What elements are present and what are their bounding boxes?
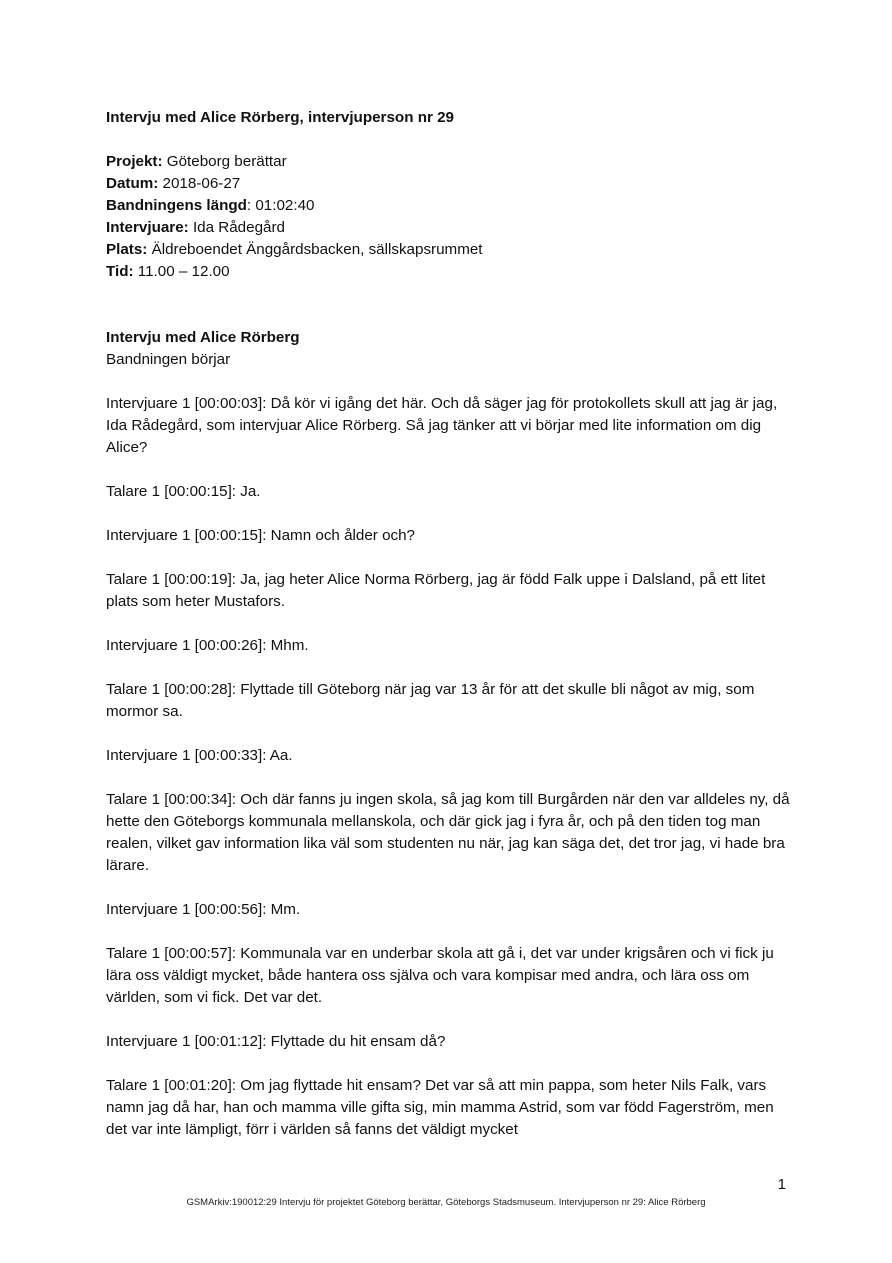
speaker-label: Talare 1 [00:00:28]:: [106, 681, 237, 698]
meta-value: 2018-06-27: [158, 175, 241, 192]
meta-label: Projekt:: [106, 153, 163, 170]
transcript-turn: [106, 569, 796, 613]
meta-value: Äldreboendet Änggårdsbacken, sällskapsrummet: [147, 241, 483, 258]
transcript-turn: [106, 899, 796, 921]
turn-text: Ja, jag heter Alice Norma Rörberg, jag är född Falk uppe i Dalsland, på ett litet plats som heter Mustafors.: [106, 571, 766, 610]
document-body: [106, 107, 796, 1163]
spacer: [106, 283, 796, 327]
turn-text: Och där fanns ju ingen skola, så jag kom till Burgården när den var alldeles ny, då hette den Göteborgs kommunala mellanskola, och där gick jag i fyra år, och på den tiden tog man realen, vilket gav information lika väl som studenten nu när, jag kan säga det, det tror jag, vi hade bra lärare.: [106, 791, 790, 874]
turn-text: Flyttade till Göteborg när jag var 13 år för att det skulle bli något av mig, som mormor sa.: [106, 681, 755, 720]
speaker-label: Intervjuare 1 [00:00:26]:: [106, 637, 267, 654]
section-subtitle: Bandningen börjar: [106, 351, 231, 368]
page-number: 1: [777, 1176, 786, 1193]
turn-text: Flyttade du hit ensam då?: [266, 1033, 446, 1050]
meta-value: : 01:02:40: [246, 197, 315, 214]
transcript-turn: [106, 635, 796, 657]
meta-label: Plats:: [106, 241, 148, 258]
transcript-turn: [106, 393, 796, 459]
speaker-label: Intervjuare 1 [00:00:03]:: [106, 395, 267, 412]
transcript-turn: [106, 525, 796, 547]
transcript-turn: [106, 943, 796, 1009]
turn-text: Mhm.: [266, 637, 309, 654]
speaker-label: Intervjuare 1 [00:01:12]:: [106, 1033, 267, 1050]
turn-text: Namn och ålder och?: [266, 527, 416, 544]
meta-project: [106, 151, 796, 173]
meta-label: Tid:: [106, 263, 134, 280]
transcript-turn: [106, 745, 796, 767]
transcript-turn: [106, 1075, 796, 1141]
speaker-label: Talare 1 [00:00:19]:: [106, 571, 237, 588]
meta-interviewer: [106, 217, 796, 239]
meta-value: Göteborg berättar: [162, 153, 287, 170]
page-footer: GSMArkiv:190012:29 Intervju för projektet Göteborg berättar, Göteborgs Stadsmuseum. Intervjuperson nr 29: Alice Rörberg: [186, 1197, 706, 1208]
turn-text: Om jag flyttade hit ensam? Det var så att min pappa, som heter Nils Falk, vars namn jag då har, han och mamma ville gifta sig, min mamma Astrid, som var född Fagerström, men det var inte lämpligt, förr i världen så fanns det väldigt mycket: [106, 1077, 774, 1138]
speaker-label: Intervjuare 1 [00:00:33]:: [106, 747, 267, 764]
document-title: Intervju med Alice Rörberg, intervjuperson nr 29: [106, 109, 454, 126]
meta-place: [106, 239, 796, 261]
meta-duration: [106, 195, 796, 217]
turn-text: Kommunala var en underbar skola att gå i, det var under krigsåren och vi fick ju lära oss väldigt mycket, både hantera oss själva och vara kompisar med andra, och lära oss om världen, som vi fick. Det var det.: [106, 945, 774, 1006]
section-title: Intervju med Alice Rörberg: [106, 329, 300, 346]
transcript-turn: [106, 481, 796, 503]
speaker-label: Talare 1 [00:00:57]:: [106, 945, 237, 962]
turn-text: Mm.: [266, 901, 301, 918]
meta-label: Bandningens längd: [106, 197, 247, 214]
speaker-label: Intervjuare 1 [00:00:15]:: [106, 527, 267, 544]
meta-label: Datum:: [106, 175, 159, 192]
metadata-block: [106, 151, 796, 283]
turn-text: Aa.: [266, 747, 293, 764]
transcript: [106, 393, 796, 1141]
meta-time: [106, 261, 796, 283]
meta-value: Ida Rådegård: [188, 219, 285, 236]
speaker-label: Intervjuare 1 [00:00:56]:: [106, 901, 267, 918]
turn-text: Ja.: [236, 483, 261, 500]
transcript-turn: [106, 789, 796, 877]
speaker-label: Talare 1 [00:00:15]:: [106, 483, 237, 500]
transcript-turn: [106, 679, 796, 723]
meta-date: [106, 173, 796, 195]
meta-value: 11.00 – 12.00: [133, 263, 230, 280]
transcript-turn: [106, 1031, 796, 1053]
speaker-label: Talare 1 [00:01:20]:: [106, 1077, 237, 1094]
turn-text: Då kör vi igång det här. Och då säger jag för protokollets skull att jag är jag, Ida Rådegård, som intervjuar Alice Rörberg. Så jag tänker att vi börjar med lite information om dig Alice?: [106, 395, 778, 456]
meta-label: Intervjuare:: [106, 219, 189, 236]
speaker-label: Talare 1 [00:00:34]:: [106, 791, 237, 808]
